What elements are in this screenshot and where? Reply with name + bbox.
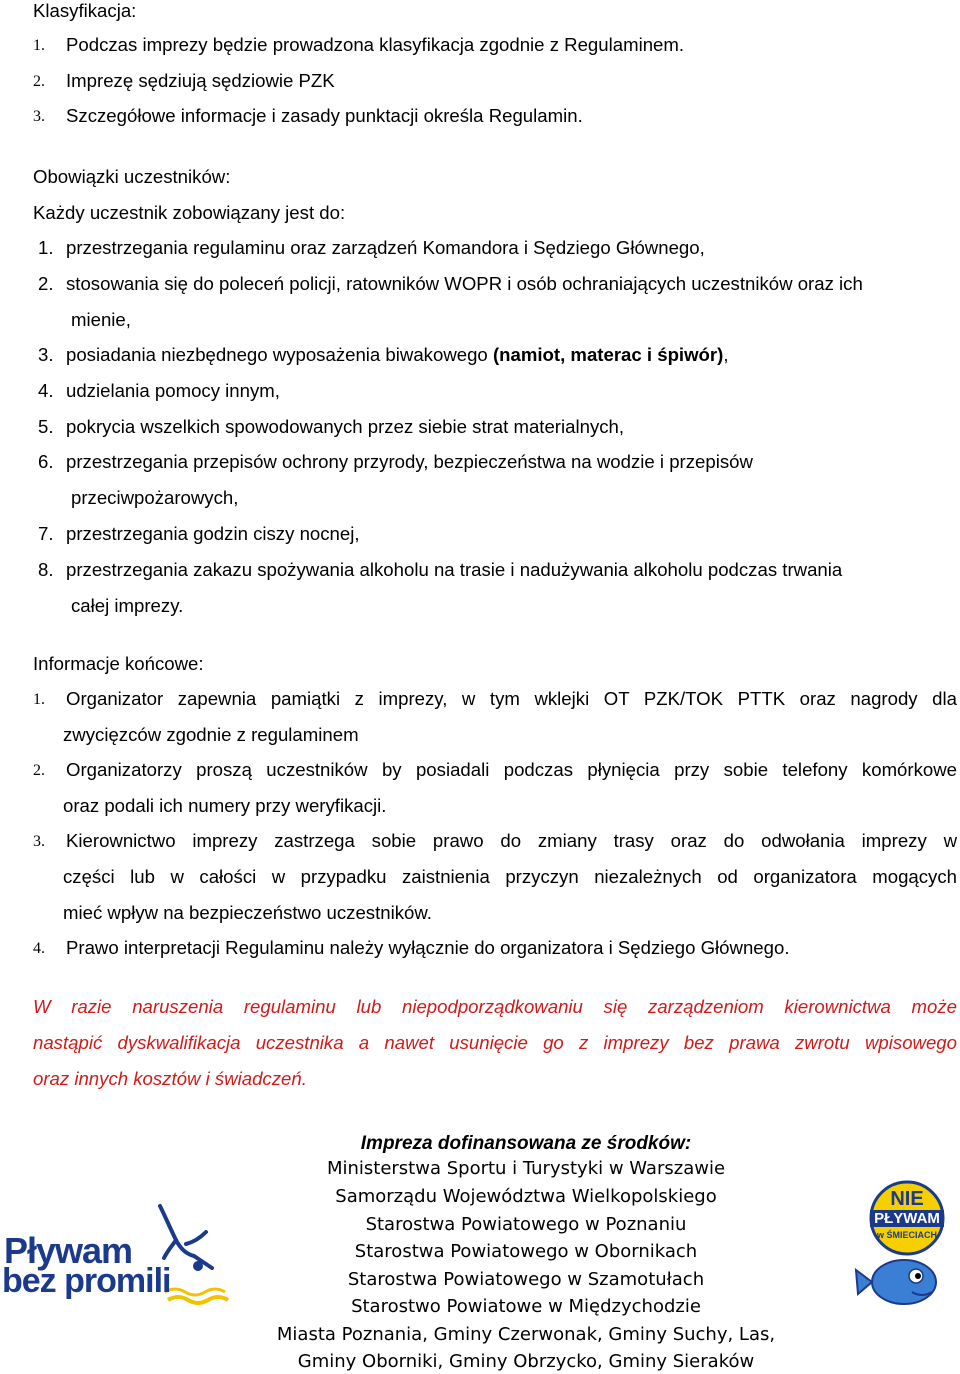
list-number: 7. xyxy=(38,523,54,544)
list-item-continuation: mienie, xyxy=(71,309,131,330)
list-item: Organizatorzy proszą uczestników by posiadali podczas płynięcia przy sobie telefony komórkowe xyxy=(66,759,957,780)
list-item: Imprezę sędziują sędziowie PZK xyxy=(66,70,335,91)
list-item-continuation: części lub w całości w przypadku zaistnienia przyczyn niezależnych od organizatora mogących xyxy=(63,866,957,887)
list-item-bold: (namiot, materac i śpiwór) xyxy=(492,344,724,365)
list-number: 1. xyxy=(33,691,45,708)
justified-line: Organizator zapewnia pamiątki z imprezy, w tym wklejki OT PZK/TOK PTTK oraz nagrody dla xyxy=(66,688,957,709)
list-item: Szczegółowe informacje i zasady punktacji określa Regulamin. xyxy=(66,105,583,126)
sponsor-line: Starostwa Powiatowego w Szamotułach xyxy=(347,1269,705,1290)
sponsor-line: Gminy Oborniki, Gminy Obrzycko, Gminy Sieraków xyxy=(297,1351,755,1372)
list-item: przestrzegania regulaminu oraz zarządzeń Komandora i Sędziego Głównego, xyxy=(66,237,705,258)
list-number: 1. xyxy=(38,237,54,258)
list-number: 3. xyxy=(33,833,45,850)
list-number: 4. xyxy=(33,940,45,957)
list-item: udzielania pomocy innym, xyxy=(66,380,280,401)
list-item: pokrycia wszelkich spowodowanych przez siebie strat materialnych, xyxy=(66,416,625,437)
list-item-continuation: zwycięzców zgodnie z regulaminem xyxy=(63,724,359,745)
warning-line: W razie naruszenia regulaminu lub niepodporządkowaniu się zarządzeniom kierownictwa może xyxy=(33,996,957,1017)
nie-plywam-w-smieciach-logo xyxy=(852,1180,957,1320)
sponsor-line: Starostwa Powiatowego w Poznaniu xyxy=(365,1214,687,1235)
list-item: przestrzegania przepisów ochrony przyrody, bezpieczeństwa na wodzie i przepisów xyxy=(66,451,753,472)
logo-text-line1: Pływam xyxy=(4,1230,133,1271)
sponsors-title: Impreza dofinansowana ze środków: xyxy=(360,1133,692,1154)
obowiazki-heading: Obowiązki uczestników: xyxy=(33,166,231,187)
sponsor-line: Miasta Poznania, Gminy Czerwonak, Gminy Suchy, Las, xyxy=(276,1324,776,1345)
list-number: 2. xyxy=(33,762,45,779)
list-number: 6. xyxy=(38,451,54,472)
warning-line: nastąpić dyskwalifikacja uczestnika a nawet usunięcie go z imprezy bez prawa zwrotu wpisowego xyxy=(33,1032,957,1053)
list-item xyxy=(66,344,729,366)
list-number: 8. xyxy=(38,559,54,580)
list-number: 3. xyxy=(33,108,45,125)
list-item-continuation: mieć wpływ na bezpieczeństwo uczestników. xyxy=(63,902,432,923)
list-item: stosowania się do poleceń policji, ratowników WOPR i osób ochraniających uczestników oraz ich xyxy=(66,273,863,294)
logo-text-line3: w ŚMIECIACH xyxy=(876,1230,937,1240)
list-number: 1. xyxy=(33,37,45,54)
list-number: 2. xyxy=(33,73,45,90)
list-item: Kierownictwo imprezy zastrzega sobie prawo do zmiany trasy oraz do odwołania imprezy w xyxy=(66,830,957,851)
list-item-after: , xyxy=(723,344,729,365)
list-number: 5. xyxy=(38,416,54,437)
list-item-continuation: przeciwpożarowych, xyxy=(71,487,239,508)
obowiazki-intro: Każdy uczestnik zobowiązany jest do: xyxy=(33,202,346,223)
sponsor-line: Ministerstwa Sportu i Turystyki w Warszawie xyxy=(326,1158,726,1179)
list-number: 4. xyxy=(38,380,54,401)
list-item: Podczas imprezy będzie prowadzona klasyfikacja zgodnie z Regulaminem. xyxy=(66,34,685,55)
logo-text-line2: PŁYWAM xyxy=(870,1210,944,1227)
list-item-continuation: całej imprezy. xyxy=(71,595,184,616)
klasyfikacja-heading: Klasyfikacja: xyxy=(33,0,137,21)
list-item: przestrzegania zakazu spożywania alkoholu na trasie i nadużywania alkoholu podczas trwania xyxy=(66,559,843,580)
logo-text-line2: bez promili xyxy=(2,1262,171,1300)
plywam-bez-promili-logo xyxy=(0,1200,230,1310)
list-number: 3. xyxy=(38,344,54,365)
informacje-heading: Informacje końcowe: xyxy=(33,653,204,674)
logo-text-line1: NIE xyxy=(890,1188,924,1210)
list-number: 2. xyxy=(38,273,54,294)
list-item-justified xyxy=(66,688,957,710)
warning-line: oraz innych kosztów i świadczeń. xyxy=(33,1068,307,1089)
sponsor-line: Samorządu Województwa Wielkopolskiego xyxy=(335,1186,717,1207)
list-item-continuation: oraz podali ich numery przy weryfikacji. xyxy=(63,795,387,816)
list-item: Prawo interpretacji Regulaminu należy wyłącznie do organizatora i Sędziego Głównego. xyxy=(66,937,790,958)
sponsor-line: Starostwa Powiatowego w Obornikach xyxy=(354,1241,698,1262)
sponsor-line: Starostwo Powiatowe w Międzychodzie xyxy=(351,1296,701,1317)
list-item-text: posiadania niezbędnego wyposażenia biwakowego xyxy=(66,344,493,365)
list-item: przestrzegania godzin ciszy nocnej, xyxy=(66,523,360,544)
